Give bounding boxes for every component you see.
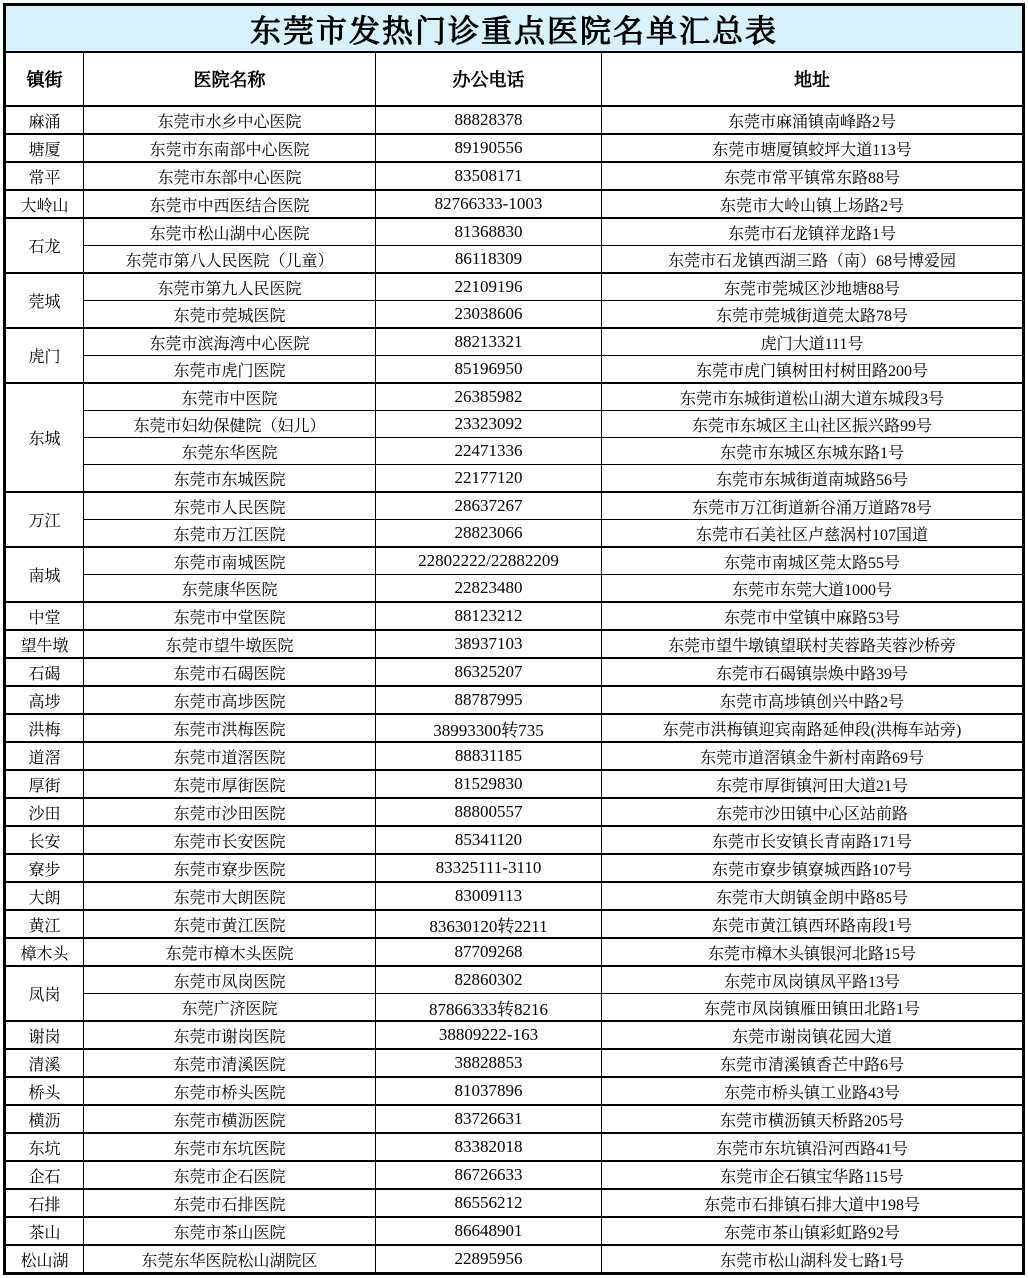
hospital-name-cell: 东莞市第八人民医院（儿童）	[84, 246, 376, 274]
phone-cell: 81368830	[376, 218, 602, 246]
table-row	[5, 383, 1024, 411]
town-cell: 中堂	[5, 602, 84, 630]
hospital-name-cell: 东莞市中医院	[84, 383, 376, 411]
address-cell: 东莞市凤岗镇凤平路13号	[602, 966, 1024, 994]
table-row	[5, 1077, 1024, 1105]
address-cell: 东莞市石龙镇祥龙路1号	[602, 218, 1024, 246]
town-cell: 横沥	[5, 1105, 84, 1133]
town-cell: 桥头	[5, 1077, 84, 1105]
address-cell: 东莞市石排镇石排大道中198号	[602, 1189, 1024, 1217]
town-cell: 茶山	[5, 1217, 84, 1245]
hospital-name-cell: 东莞市东坑医院	[84, 1133, 376, 1161]
address-cell: 东莞市石美社区卢慈涡村107国道	[602, 520, 1024, 548]
table-row	[5, 602, 1024, 630]
phone-cell: 81037896	[376, 1077, 602, 1105]
hospital-name-cell: 东莞市中堂医院	[84, 602, 376, 630]
table-row	[5, 658, 1024, 686]
hospital-name-cell: 东莞市东南部中心医院	[84, 134, 376, 162]
hospital-name-cell: 东莞市东部中心医院	[84, 162, 376, 190]
hospital-name-cell: 东莞市沙田医院	[84, 798, 376, 826]
phone-cell: 83726631	[376, 1105, 602, 1133]
address-cell: 东莞市长安镇长青南路171号	[602, 826, 1024, 854]
table-row	[5, 520, 1024, 548]
table-row	[5, 798, 1024, 826]
phone-cell: 88828378	[376, 106, 602, 134]
hospital-name-cell: 东莞市道滘医院	[84, 742, 376, 770]
hospital-name-cell: 东莞市人民医院	[84, 492, 376, 520]
phone-cell: 83382018	[376, 1133, 602, 1161]
hospital-name-cell: 东莞市长安医院	[84, 826, 376, 854]
hospital-name-cell: 东莞东华医院松山湖院区	[84, 1245, 376, 1274]
hospital-name-cell: 东莞市谢岗医院	[84, 1021, 376, 1049]
town-cell: 洪梅	[5, 714, 84, 742]
address-cell: 东莞市东坑镇沿河西路41号	[602, 1133, 1024, 1161]
address-cell: 东莞市麻涌镇南峰路2号	[602, 106, 1024, 134]
town-cell: 万江	[5, 492, 84, 547]
table-row	[5, 162, 1024, 190]
phone-cell: 83508171	[376, 162, 602, 190]
address-cell: 东莞市樟木头镇银河北路15号	[602, 938, 1024, 966]
phone-cell: 26385982	[376, 383, 602, 411]
address-cell: 东莞市东莞大道1000号	[602, 575, 1024, 603]
address-cell: 东莞市黄江镇西环路南段1号	[602, 910, 1024, 938]
town-cell: 沙田	[5, 798, 84, 826]
town-cell: 松山湖	[5, 1245, 84, 1274]
address-cell: 东莞市横沥镇天桥路205号	[602, 1105, 1024, 1133]
address-cell: 东莞市企石镇宝华路115号	[602, 1161, 1024, 1189]
town-cell: 大朗	[5, 882, 84, 910]
hospital-name-cell: 东莞东华医院	[84, 438, 376, 465]
phone-cell: 86556212	[376, 1189, 602, 1217]
town-cell: 东城	[5, 383, 84, 492]
table-row	[5, 714, 1024, 742]
town-cell: 长安	[5, 826, 84, 854]
page-title: 东莞市发热门诊重点医院名单汇总表	[5, 5, 1024, 53]
town-cell: 东坑	[5, 1133, 84, 1161]
address-cell: 东莞市凤岗镇雁田镇田北路1号	[602, 994, 1024, 1022]
town-cell: 厚街	[5, 770, 84, 798]
phone-cell: 83325111-3110	[376, 854, 602, 882]
table-row	[5, 1105, 1024, 1133]
table-row	[5, 1133, 1024, 1161]
column-header-address: 地址	[602, 52, 1024, 106]
hospital-name-cell: 东莞市寮步医院	[84, 854, 376, 882]
address-cell: 东莞市大朗镇金朗中路85号	[602, 882, 1024, 910]
table-row	[5, 1189, 1024, 1217]
table-row	[5, 246, 1024, 274]
town-cell: 樟木头	[5, 938, 84, 966]
column-header-town: 镇街	[5, 52, 84, 106]
phone-cell: 22823480	[376, 575, 602, 603]
hospital-name-cell: 东莞市企石医院	[84, 1161, 376, 1189]
address-cell: 东莞市谢岗镇花园大道	[602, 1021, 1024, 1049]
address-cell: 东莞市莞城街道莞太路78号	[602, 301, 1024, 329]
address-cell: 东莞市莞城区沙地塘88号	[602, 273, 1024, 301]
hospital-name-cell: 东莞市虎门医院	[84, 356, 376, 384]
phone-cell: 28823066	[376, 520, 602, 548]
phone-cell: 83009113	[376, 882, 602, 910]
address-cell: 东莞市清溪镇香芒中路6号	[602, 1049, 1024, 1077]
town-cell: 大岭山	[5, 190, 84, 218]
town-cell: 南城	[5, 547, 84, 602]
address-cell: 东莞市洪梅镇迎宾南路延伸段(洪梅车站旁)	[602, 714, 1024, 742]
table-row	[5, 742, 1024, 770]
table-row	[5, 328, 1024, 356]
address-cell: 东莞市常平镇常东路88号	[602, 162, 1024, 190]
address-cell: 东莞市东城街道南城路56号	[602, 465, 1024, 493]
hospital-name-cell: 东莞市石排医院	[84, 1189, 376, 1217]
phone-cell: 38828853	[376, 1049, 602, 1077]
hospital-name-cell: 东莞市清溪医院	[84, 1049, 376, 1077]
phone-cell: 23038606	[376, 301, 602, 329]
table-row	[5, 1245, 1024, 1274]
phone-cell: 88831185	[376, 742, 602, 770]
phone-cell: 85341120	[376, 826, 602, 854]
town-cell: 塘厦	[5, 134, 84, 162]
table-row	[5, 1021, 1024, 1049]
address-cell: 东莞市东城区主山社区振兴路99号	[602, 411, 1024, 438]
hospital-name-cell: 东莞市妇幼保健院（妇儿）	[84, 411, 376, 438]
town-cell: 莞城	[5, 273, 84, 328]
address-cell: 虎门大道111号	[602, 328, 1024, 356]
hospital-name-cell: 东莞市滨海湾中心医院	[84, 328, 376, 356]
table-row	[5, 630, 1024, 658]
town-cell: 高埗	[5, 686, 84, 714]
hospital-name-cell: 东莞市大朗医院	[84, 882, 376, 910]
table-row	[5, 465, 1024, 493]
phone-cell: 86726633	[376, 1161, 602, 1189]
address-cell: 东莞市道滘镇金牛新村南路69号	[602, 742, 1024, 770]
hospital-name-cell: 东莞市黄江医院	[84, 910, 376, 938]
hospital-table-body	[5, 106, 1024, 1274]
hospital-name-cell: 东莞市石碣医院	[84, 658, 376, 686]
hospital-name-cell: 东莞市高埗医院	[84, 686, 376, 714]
table-row	[5, 882, 1024, 910]
hospital-name-cell: 东莞市莞城医院	[84, 301, 376, 329]
table-row	[5, 994, 1024, 1022]
phone-cell: 22471336	[376, 438, 602, 465]
address-cell: 东莞市桥头镇工业路43号	[602, 1077, 1024, 1105]
table-row	[5, 218, 1024, 246]
column-header-phone: 办公电话	[376, 52, 602, 106]
address-cell: 东莞市石碣镇崇焕中路39号	[602, 658, 1024, 686]
table-row	[5, 686, 1024, 714]
address-cell: 东莞市石龙镇西湖三路（南）68号博爱园	[602, 246, 1024, 274]
phone-cell: 86648901	[376, 1217, 602, 1245]
hospital-name-cell: 东莞市横沥医院	[84, 1105, 376, 1133]
phone-cell: 81529830	[376, 770, 602, 798]
town-cell: 谢岗	[5, 1021, 84, 1049]
phone-cell: 88213321	[376, 328, 602, 356]
address-cell: 东莞市万江街道新谷涌万道路78号	[602, 492, 1024, 520]
table-row	[5, 301, 1024, 329]
phone-cell: 28637267	[376, 492, 602, 520]
phone-cell: 22177120	[376, 465, 602, 493]
table-title-row	[5, 5, 1024, 53]
hospital-name-cell: 东莞市万江医院	[84, 520, 376, 548]
hospital-name-cell: 东莞市东城医院	[84, 465, 376, 493]
hospital-name-cell: 东莞市厚街医院	[84, 770, 376, 798]
hospital-name-cell: 东莞市松山湖中心医院	[84, 218, 376, 246]
town-cell: 石龙	[5, 218, 84, 273]
hospital-name-cell: 东莞市第九人民医院	[84, 273, 376, 301]
address-cell: 东莞市沙田镇中心区站前路	[602, 798, 1024, 826]
phone-cell: 88123212	[376, 602, 602, 630]
address-cell: 东莞市中堂镇中麻路53号	[602, 602, 1024, 630]
table-row	[5, 492, 1024, 520]
town-cell: 常平	[5, 162, 84, 190]
address-cell: 东莞市厚街镇河田大道21号	[602, 770, 1024, 798]
address-cell: 东莞市望牛墩镇望联村芙蓉路芙蓉沙桥旁	[602, 630, 1024, 658]
address-cell: 东莞市寮步镇寮城西路107号	[602, 854, 1024, 882]
town-cell: 黄江	[5, 910, 84, 938]
phone-cell: 22802222/22882209	[376, 547, 602, 575]
phone-cell: 83630120转2211	[376, 910, 602, 938]
town-cell: 石排	[5, 1189, 84, 1217]
table-header-row	[5, 52, 1024, 106]
column-header-hospital: 医院名称	[84, 52, 376, 106]
address-cell: 东莞市高埗镇创兴中路2号	[602, 686, 1024, 714]
table-row	[5, 273, 1024, 301]
table-row	[5, 770, 1024, 798]
table-row	[5, 575, 1024, 603]
address-cell: 东莞市松山湖科发七路1号	[602, 1245, 1024, 1274]
address-cell: 东莞市塘厦镇蛟坪大道113号	[602, 134, 1024, 162]
town-cell: 凤岗	[5, 966, 84, 1021]
hospital-table	[3, 3, 1025, 1275]
hospital-name-cell: 东莞康华医院	[84, 575, 376, 603]
table-row	[5, 826, 1024, 854]
table-row	[5, 106, 1024, 134]
table-row	[5, 134, 1024, 162]
town-cell: 望牛墩	[5, 630, 84, 658]
address-cell: 东莞市大岭山镇上场路2号	[602, 190, 1024, 218]
table-row	[5, 854, 1024, 882]
phone-cell: 38937103	[376, 630, 602, 658]
hospital-name-cell: 东莞市凤岗医院	[84, 966, 376, 994]
town-cell: 寮步	[5, 854, 84, 882]
table-row	[5, 356, 1024, 384]
phone-cell: 22109196	[376, 273, 602, 301]
address-cell: 东莞市茶山镇彩虹路92号	[602, 1217, 1024, 1245]
table-row	[5, 910, 1024, 938]
town-cell: 石碣	[5, 658, 84, 686]
town-cell: 虎门	[5, 328, 84, 383]
phone-cell: 86325207	[376, 658, 602, 686]
phone-cell: 87709268	[376, 938, 602, 966]
phone-cell: 87866333转8216	[376, 994, 602, 1022]
table-row	[5, 1049, 1024, 1077]
hospital-name-cell: 东莞市洪梅医院	[84, 714, 376, 742]
hospital-name-cell: 东莞市中西医结合医院	[84, 190, 376, 218]
table-row	[5, 190, 1024, 218]
table-row	[5, 547, 1024, 575]
address-cell: 东莞市虎门镇树田村树田路200号	[602, 356, 1024, 384]
phone-cell: 88787995	[376, 686, 602, 714]
phone-cell: 23323092	[376, 411, 602, 438]
address-cell: 东莞市东城区东城东路1号	[602, 438, 1024, 465]
hospital-name-cell: 东莞广济医院	[84, 994, 376, 1022]
phone-cell: 38809222-163	[376, 1021, 602, 1049]
address-cell: 东莞市东城街道松山湖大道东城段3号	[602, 383, 1024, 411]
phone-cell: 86118309	[376, 246, 602, 274]
hospital-name-cell: 东莞市樟木头医院	[84, 938, 376, 966]
address-cell: 东莞市南城区莞太路55号	[602, 547, 1024, 575]
table-row	[5, 411, 1024, 438]
table-row	[5, 1217, 1024, 1245]
hospital-name-cell: 东莞市水乡中心医院	[84, 106, 376, 134]
town-cell: 企石	[5, 1161, 84, 1189]
hospital-name-cell: 东莞市桥头医院	[84, 1077, 376, 1105]
phone-cell: 85196950	[376, 356, 602, 384]
phone-cell: 38993300转735	[376, 714, 602, 742]
town-cell: 清溪	[5, 1049, 84, 1077]
table-row	[5, 438, 1024, 465]
town-cell: 麻涌	[5, 106, 84, 134]
phone-cell: 82860302	[376, 966, 602, 994]
phone-cell: 82766333-1003	[376, 190, 602, 218]
hospital-name-cell: 东莞市茶山医院	[84, 1217, 376, 1245]
phone-cell: 89190556	[376, 134, 602, 162]
hospital-name-cell: 东莞市望牛墩医院	[84, 630, 376, 658]
hospital-name-cell: 东莞市南城医院	[84, 547, 376, 575]
table-row	[5, 938, 1024, 966]
phone-cell: 22895956	[376, 1245, 602, 1274]
table-row	[5, 1161, 1024, 1189]
phone-cell: 88800557	[376, 798, 602, 826]
town-cell: 道滘	[5, 742, 84, 770]
table-row	[5, 966, 1024, 994]
